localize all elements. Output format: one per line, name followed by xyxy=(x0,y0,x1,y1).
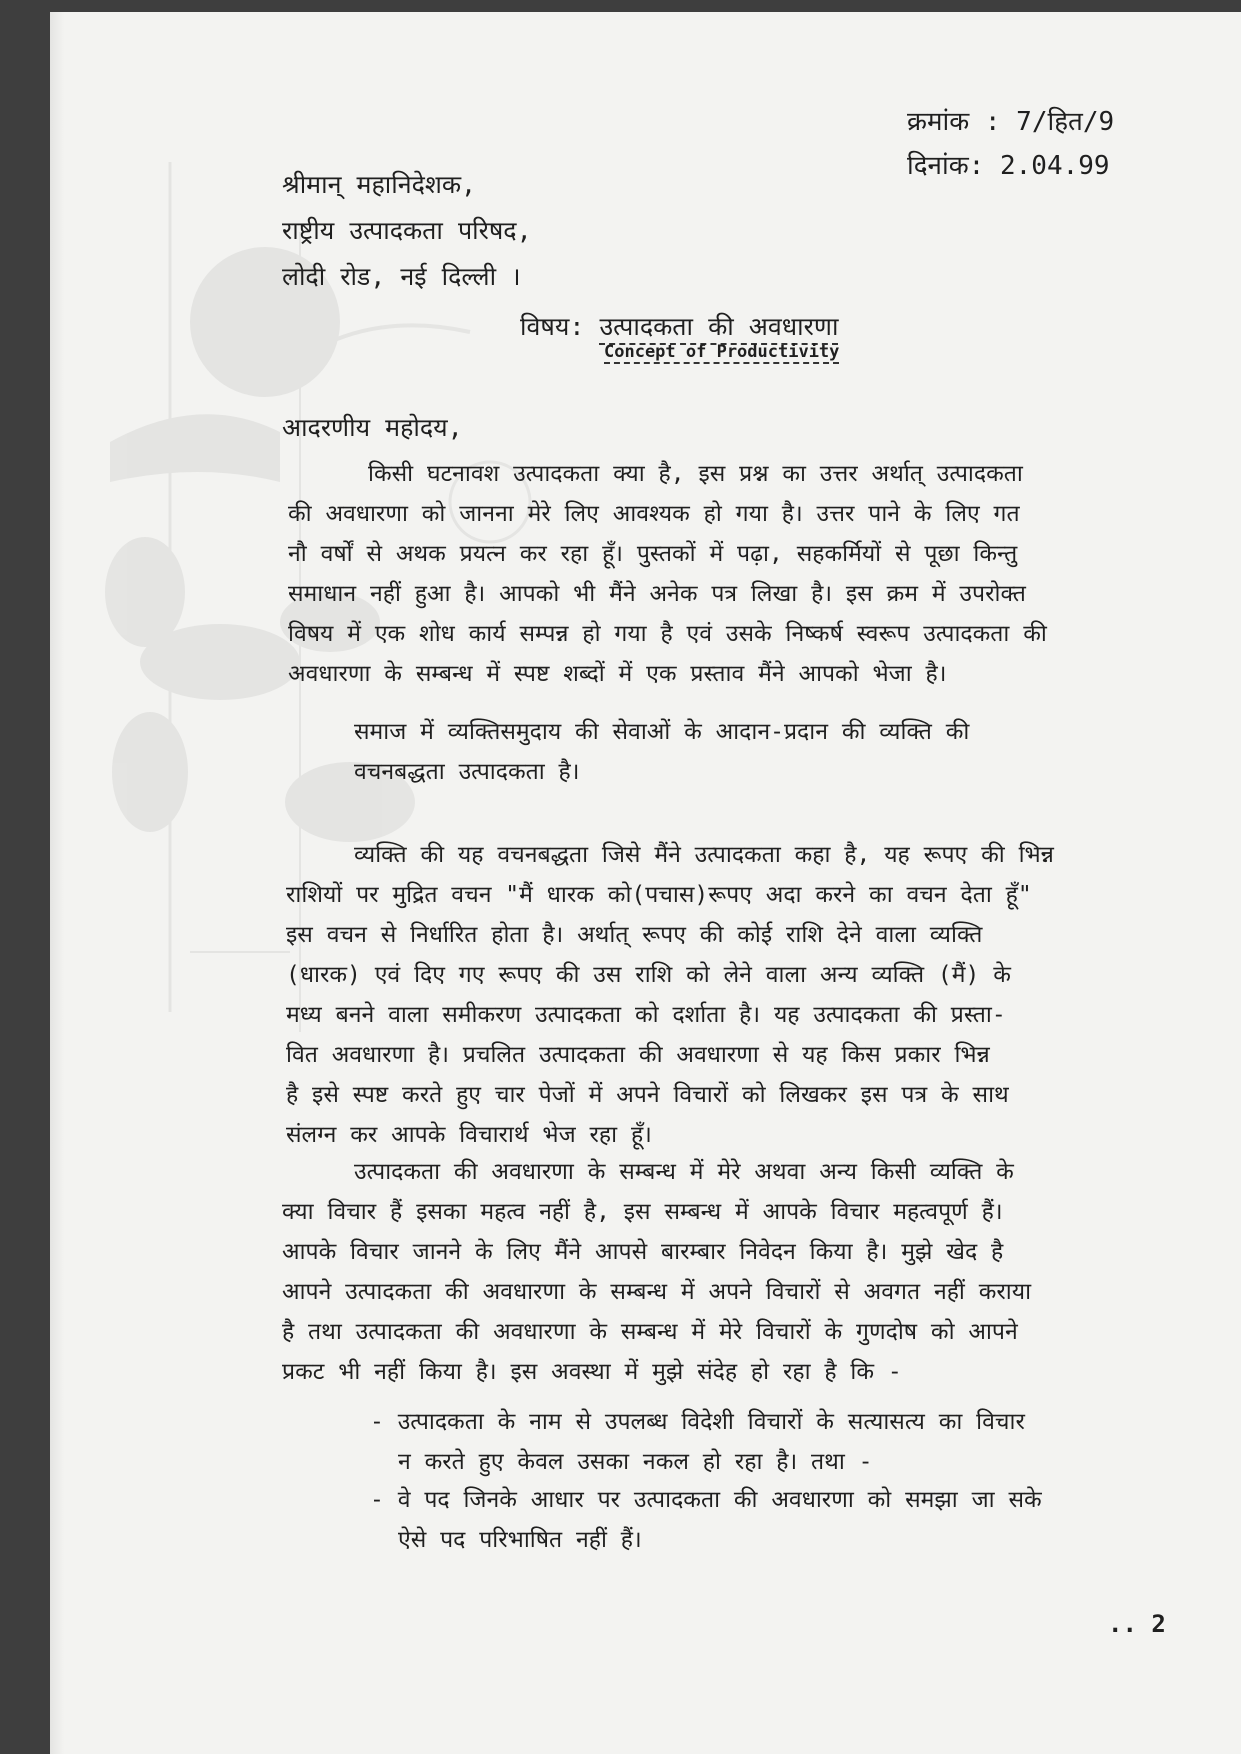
salutation: आदरणीय महोदय, xyxy=(282,413,463,442)
paragraph-line: नौ वर्षों से अथक प्रयत्न कर रहा हूँ। पुस्तकों में पढ़ा, सहकर्मियों से पूछा किन्तु xyxy=(288,541,1018,567)
bullet-line: - उत्पादकता के नाम से उपलब्ध विदेशी विचारों के सत्यासत्य का विचार xyxy=(370,1409,1025,1435)
paragraph-1 xyxy=(288,454,1047,694)
paragraph-line: इस वचन से निर्धारित होता है। अर्थात् रूपए की कोई राशि देने वाला व्यक्ति xyxy=(286,922,983,948)
paragraph-line: (धारक) एवं दिए गए रूपए की उस राशि को लेने वाला अन्य व्यक्ति (मैं) के xyxy=(286,962,1011,988)
paragraph-line: समाधान नहीं हुआ है। आपको भी मैंने अनेक पत्र लिखा है। इस क्रम में उपरोक्त xyxy=(288,581,1026,607)
paragraph-line: मध्य बनने वाला समीकरण उत्पादकता को दर्शाता है। यह उत्पादकता की प्रस्ता- xyxy=(286,1002,1006,1028)
letter-page xyxy=(50,12,1241,1754)
bullet-line: ऐसे पद परिभाषित नहीं हैं। xyxy=(398,1527,642,1553)
bullet-line: - वे पद जिनके आधार पर उत्पादकता की अवधारणा को समझा जा सके xyxy=(370,1487,1042,1513)
paragraph-line: है तथा उत्पादकता की अवधारणा के सम्बन्ध में मेरे विचारों के गुणदोष को आपने xyxy=(282,1319,1018,1345)
reference-block xyxy=(907,100,1114,188)
bullet-point-2 xyxy=(370,1480,1042,1560)
paragraph-4 xyxy=(282,1152,1031,1392)
letter-date: दिनांक: 2.04.99 xyxy=(907,151,1110,181)
paragraph-line: प्रकट भी नहीं किया है। इस अवस्था में मुझे संदेह हो रहा है कि - xyxy=(282,1359,902,1385)
paragraph-line: राशियों पर मुद्रित वचन "मैं धारक को(पचास)रूपए अदा करने का वचन देता हूँ" xyxy=(286,882,1032,908)
bullet-line: न करते हुए केवल उसका नकल हो रहा है। तथा - xyxy=(398,1449,873,1475)
subject-title: उत्पादकता की अवधारणा xyxy=(599,312,838,345)
paragraph-line: विषय में एक शोध कार्य सम्पन्न हो गया है एवं उसके निष्कर्ष स्वरूप उत्पादकता की xyxy=(288,621,1047,647)
address-line-2: राष्ट्रीय उत्पादकता परिषद, xyxy=(282,216,532,245)
paragraph-line: आपने उत्पादकता की अवधारणा के सम्बन्ध में अपने विचारों से अवगत नहीं कराया xyxy=(282,1279,1032,1305)
recipient-address xyxy=(282,162,532,300)
paragraph-line: वचनबद्धता उत्पादकता है। xyxy=(354,759,580,785)
paragraph-line: व्यक्ति की यह वचनबद्धता जिसे मैंने उत्पादकता कहा है, यह रूपए की भिन्न xyxy=(354,842,1054,868)
address-line-3: लोदी रोड, नई दिल्ली । xyxy=(282,262,521,291)
paragraph-line: किसी घटनावश उत्पादकता क्या है, इस प्रश्न का उत्तर अर्थात् उत्पादकता xyxy=(368,461,1023,487)
paragraph-line: समाज में व्यक्तिसमुदाय की सेवाओं के आदान-प्रदान की व्यक्ति की xyxy=(354,719,970,745)
subject-title-english: Concept of Productivity xyxy=(604,342,840,362)
reference-number: क्रमांक : 7/हित/9 xyxy=(907,107,1115,137)
paragraph-2-definition xyxy=(354,712,969,792)
paragraph-3 xyxy=(286,835,1054,1155)
paragraph-line: की अवधारणा को जानना मेरे लिए आवश्यक हो गया है। उत्तर पाने के लिए गत xyxy=(288,501,1020,527)
subject-label: विषय: xyxy=(520,312,585,341)
paragraph-line: उत्पादकता की अवधारणा के सम्बन्ध में मेरे अथवा अन्य किसी व्यक्ति के xyxy=(354,1159,1014,1185)
bullet-point-1 xyxy=(370,1402,1025,1482)
paragraph-line: वित अवधारणा है। प्रचलित उत्पादकता की अवधारणा से यह किस प्रकार भिन्न xyxy=(286,1042,990,1068)
paragraph-line: आपके विचार जानने के लिए मैंने आपसे बारम्बार निवेदन किया है। मुझे खेद है xyxy=(282,1239,1004,1265)
paragraph-line: है इसे स्पष्ट करते हुए चार पेजों में अपने विचारों को लिखकर इस पत्र के साथ xyxy=(286,1082,1009,1108)
subject-line xyxy=(520,312,838,342)
page-continuation-marker: .. 2 xyxy=(1108,1610,1166,1638)
paragraph-line: क्या विचार हैं इसका महत्व नहीं है, इस सम्बन्ध में आपके विचार महत्वपूर्ण हैं। xyxy=(282,1199,1003,1225)
paragraph-line: अवधारणा के सम्बन्ध में स्पष्ट शब्दों में एक प्रस्ताव मैंने आपको भेजा है। xyxy=(288,661,947,687)
paper-edge xyxy=(50,12,64,1754)
address-line-1: श्रीमान् महानिदेशक, xyxy=(282,170,477,199)
paragraph-line: संलग्न कर आपके विचारार्थ भेज रहा हूँ। xyxy=(286,1122,652,1148)
